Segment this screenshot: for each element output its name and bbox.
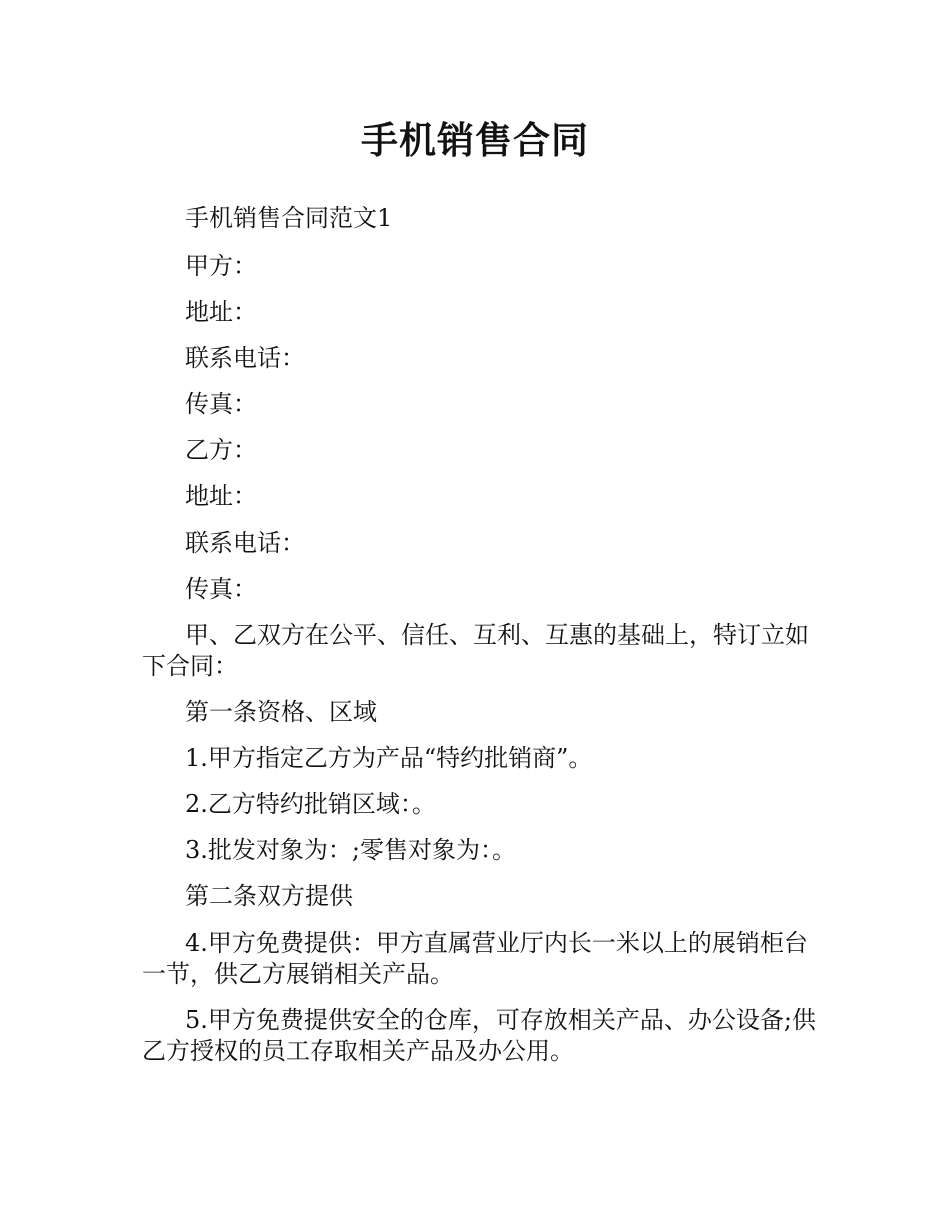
paragraph-party-b: 乙方： [185,436,257,464]
paragraph-party-a: 甲方： [185,252,257,280]
paragraph-phone-b: 联系电话： [185,529,305,557]
paragraph-article-2-heading: 第二条双方提供 [185,882,353,910]
paragraph-address-b: 地址： [185,482,257,510]
paragraph-clause-2: 2.乙方特约批销区域：。 [185,790,436,818]
paragraph-fax-a: 传真： [185,390,257,418]
document-title: 手机销售合同 [361,119,589,162]
paragraph-clause-4: 4.甲方免费提供：甲方直属营业厅内长一米以上的展销柜台一节，供乙方展销相关产品。 [142,929,808,988]
paragraph-fax-b: 传真： [185,575,257,603]
paragraph-address-a: 地址： [185,298,257,326]
paragraph-article-1-heading: 第一条资格、区域 [185,698,377,726]
paragraph-phone-a: 联系电话： [185,344,305,372]
paragraph-heading: 手机销售合同范文1 [185,204,393,232]
paragraph-clause-3: 3.批发对象为：;零售对象为：。 [185,836,516,864]
paragraph-preamble: 甲、乙双方在公平、信任、互利、互惠的基础上，特订立如下合同： [142,621,809,680]
paragraph-clause-5: 5.甲方免费提供安全的仓库，可存放相关产品、办公设备;供乙方授权的员工存取相关产品及办公用。 [142,1006,816,1065]
paragraph-clause-1: 1.甲方指定乙方为产品“特约批销商”。 [185,744,593,772]
